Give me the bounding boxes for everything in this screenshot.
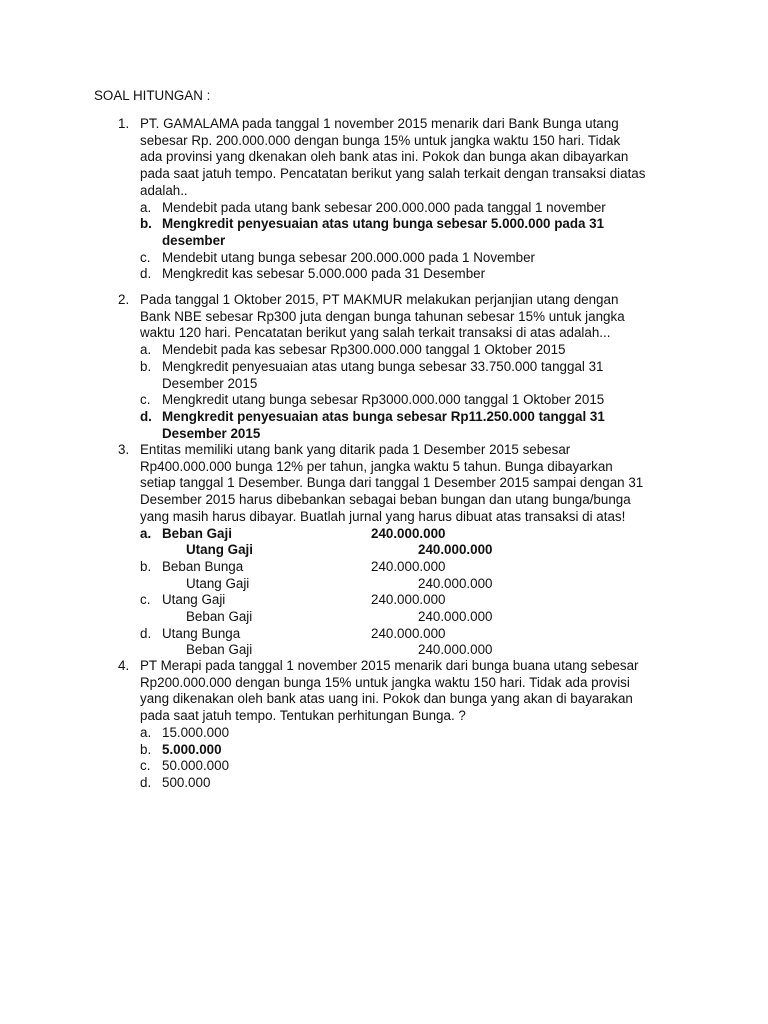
debit-account: Beban Gaji — [162, 525, 232, 541]
journal-option-b-debit — [118, 559, 678, 576]
credit-account: Utang Gaji — [186, 575, 250, 591]
question-text-line: Pada tanggal 1 Oktober 2015, PT MAKMUR melakukan perjanjian utang dengan — [140, 292, 619, 307]
option-letter: c. — [140, 249, 151, 265]
question-number: 2. — [118, 292, 130, 307]
journal-option-c-debit — [118, 592, 678, 609]
option-text: 50.000.000 — [162, 758, 230, 774]
option-text: 15.000.000 — [162, 724, 230, 740]
option-letter: b. — [140, 741, 152, 757]
option-text: Mengkredit penyesuaian atas utang bunga sebesar 5.000.000 pada 31 — [162, 216, 605, 232]
option-text: 5.000.000 — [162, 741, 222, 757]
option-text: Desember 2015 — [162, 425, 261, 441]
option-d — [118, 266, 678, 283]
option-letter: a. — [140, 724, 152, 740]
credit-account: Beban Gaji — [186, 608, 253, 624]
option-d — [118, 409, 678, 442]
option-letter: d. — [140, 266, 152, 282]
question-text-line: waktu 120 hari. Pencatatan berikut yang salah terkait transaksi di atas adalah... — [140, 325, 611, 341]
question-number: 4. — [118, 658, 130, 673]
journal-option-c-credit — [118, 609, 678, 626]
option-letter: a. — [140, 525, 152, 541]
option-letter: a. — [140, 199, 152, 215]
debit-amount: 240.000.000 — [371, 592, 446, 608]
option-letter: d. — [140, 408, 152, 424]
option-text: Mengkredit utang bunga sebesar Rp3000.000.000 tanggal 1 Oktober 2015 — [162, 392, 605, 408]
debit-account: Utang Gaji — [162, 592, 226, 608]
credit-amount: 240.000.000 — [418, 542, 493, 558]
debit-amount: 240.000.000 — [371, 525, 446, 541]
debit-amount: 240.000.000 — [371, 625, 446, 641]
option-letter: c. — [140, 758, 151, 774]
debit-account: Utang Bunga — [162, 625, 241, 641]
credit-account: Beban Gaji — [186, 642, 253, 658]
journal-option-d-credit — [118, 642, 678, 659]
option-letter: d. — [140, 625, 152, 641]
option-c — [118, 250, 678, 267]
question-text-line: PT Merapi pada tanggal 1 november 2015 menarik dari bunga buana utang sebesar — [140, 658, 639, 673]
option-letter: c. — [140, 392, 151, 408]
option-c — [118, 392, 678, 409]
question-text-line: setiap tanggal 1 Desember. Bunga dari tanggal 1 Desember 2015 sampai dengan 31 — [140, 475, 644, 491]
question-2 — [118, 292, 678, 442]
credit-account: Utang Gaji — [186, 542, 253, 558]
option-c — [118, 758, 678, 775]
question-3 — [118, 442, 678, 659]
page-heading: SOAL HITUNGAN : — [94, 88, 211, 103]
credit-amount: 240.000.000 — [418, 642, 493, 658]
option-d — [118, 775, 678, 792]
option-letter: a. — [140, 342, 152, 358]
question-text-line: Desember 2015 harus dibebankan sebagai beban bungan dan utang bunga/bunga — [140, 492, 631, 508]
credit-amount: 240.000.000 — [418, 575, 493, 591]
question-1 — [118, 116, 678, 283]
question-4 — [118, 658, 678, 792]
option-letter: c. — [140, 592, 151, 608]
debit-amount: 240.000.000 — [371, 558, 446, 574]
question-text-line: yang dikenakan oleh bank atas uang ini. Pokok dan bunga yang akan di bayarakan — [140, 691, 633, 707]
option-letter: b. — [140, 558, 152, 574]
question-text-line: pada saat jatuh tempo. Pencatatan berikut yang salah terkait dengan transaksi diatas — [140, 166, 646, 182]
question-text-line: Rp400.000.000 bunga 12% per tahun, jangka waktu 5 tahun. Bunga dibayarkan — [140, 458, 613, 474]
journal-option-a-debit — [118, 526, 678, 543]
option-a — [118, 725, 678, 742]
option-text: Mengkredit penyesuaian atas utang bunga sebesar 33.750.000 tanggal 31 — [162, 358, 604, 374]
credit-amount: 240.000.000 — [418, 608, 493, 624]
option-b — [118, 742, 678, 759]
option-text: Mengkredit kas sebesar 5.000.000 pada 31 Desember — [162, 266, 486, 282]
question-text-line: sebesar Rp. 200.000.000 dengan bunga 15% untuk jangka waktu 150 hari. Tidak — [140, 132, 621, 148]
option-b — [118, 216, 678, 249]
option-text: 500.000 — [162, 774, 211, 790]
option-letter: b. — [140, 216, 152, 232]
question-text-line: Bank NBE sebesar Rp300 juta dengan bunga tahunan sebesar 15% untuk jangka — [140, 308, 625, 324]
question-text-line: PT. GAMALAMA pada tanggal 1 november 2015 menarik dari Bank Bunga utang — [140, 116, 619, 131]
question-text-line: Rp200.000.000 dengan bunga 15% untuk jangka waktu 150 hari. Tidak ada provisi — [140, 674, 630, 690]
question-text-line: adalah.. — [140, 182, 188, 198]
journal-option-b-credit — [118, 576, 678, 593]
question-text-line: yang masih harus dibayar. Buatlah jurnal yang harus dibuat atas transaksi di atas! — [140, 508, 626, 524]
question-number: 3. — [118, 442, 130, 457]
option-b — [118, 359, 678, 392]
question-text-line: pada saat jatuh tempo. Tentukan perhitungan Bunga. ? — [140, 708, 466, 724]
debit-account: Beban Bunga — [162, 558, 244, 574]
journal-option-d-debit — [118, 626, 678, 643]
option-text: Mendebit utang bunga sebesar 200.000.000 pada 1 November — [162, 249, 535, 265]
question-text-line: ada provinsi yang dkenakan oleh bank atas ini. Pokok dan bunga akan dibayarkan — [140, 149, 629, 165]
question-text-line: Entitas memiliki utang bank yang ditarik pada 1 Desember 2015 sebesar — [140, 442, 571, 457]
question-number: 1. — [118, 116, 130, 131]
journal-option-a-credit — [118, 542, 678, 559]
option-text: Mendebit pada utang bank sebesar 200.000.000 pada tanggal 1 november — [162, 199, 606, 215]
option-text: desember — [162, 232, 226, 248]
option-text: Mendebit pada kas sebesar Rp300.000.000 tanggal 1 Oktober 2015 — [162, 342, 566, 358]
option-text: Mengkredit penyesuaian atas bunga sebesar Rp11.250.000 tanggal 31 — [162, 408, 605, 424]
option-a — [118, 200, 678, 217]
option-letter: d. — [140, 774, 152, 790]
option-a — [118, 342, 678, 359]
option-text: Desember 2015 — [162, 375, 258, 391]
option-letter: b. — [140, 358, 152, 374]
